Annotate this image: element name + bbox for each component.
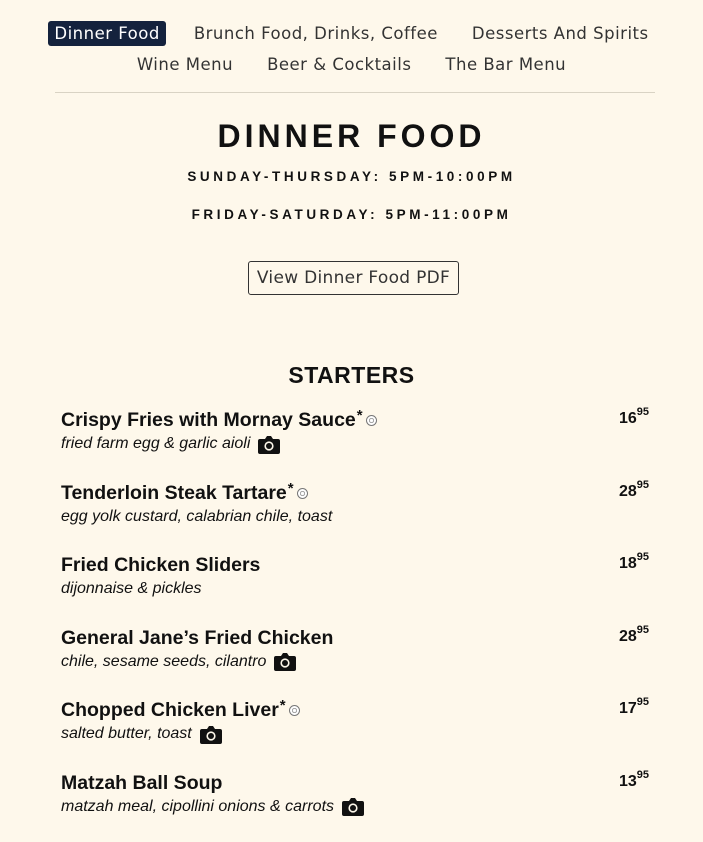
item-star: *: [280, 697, 286, 715]
camera-icon[interactable]: [200, 725, 222, 744]
item-name-row: [61, 552, 260, 578]
price-dollars: 28: [619, 483, 637, 500]
item-price: [619, 409, 649, 429]
camera-icon[interactable]: [274, 652, 296, 671]
menu-item: [61, 625, 651, 698]
item-name: Crispy Fries with Mornay Sauce: [61, 407, 356, 433]
item-description-row: [61, 723, 651, 745]
item-description-row: [61, 578, 651, 600]
view-pdf-button[interactable]: View Dinner Food PDF: [248, 261, 459, 295]
item-description: dijonnaise & pickles: [61, 578, 202, 600]
tab-brunch-food-drinks-coffee[interactable]: Brunch Food, Drinks, Coffee: [188, 21, 444, 46]
hours-weekday: SUNDAY-THURSDAY: 5PM-10:00PM: [0, 169, 703, 184]
item-name: Chopped Chicken Liver: [61, 697, 279, 723]
menu-tabs-row-2: [0, 49, 703, 80]
tab-wine-menu[interactable]: Wine Menu: [131, 52, 239, 77]
menu-item: [61, 770, 651, 842]
item-name-row: [61, 407, 377, 433]
tab-beer-and-cocktails[interactable]: Beer & Cocktails: [261, 52, 417, 77]
starters-list: [61, 407, 651, 842]
item-name-row: [61, 770, 222, 796]
price-dollars: 18: [619, 555, 637, 572]
menu-item: [61, 552, 651, 625]
menu-tabs-row-1: [0, 18, 703, 49]
item-name: General Jane’s Fried Chicken: [61, 625, 333, 651]
menu-item: [61, 407, 651, 480]
item-description: fried farm egg & garlic aioli: [61, 433, 250, 455]
price-cents: 95: [637, 551, 649, 563]
price-cents: 95: [637, 479, 649, 491]
price-dollars: 13: [619, 773, 637, 790]
item-description: egg yolk custard, calabrian chile, toast: [61, 506, 332, 528]
item-star: *: [357, 407, 363, 425]
item-name: Fried Chicken Sliders: [61, 552, 260, 578]
item-description-row: [61, 433, 651, 455]
price-cents: 95: [637, 696, 649, 708]
gluten-free-icon: [297, 488, 308, 499]
item-price: [619, 554, 649, 574]
hours-weekend: FRIDAY-SATURDAY: 5PM-11:00PM: [0, 207, 703, 222]
item-price: [619, 627, 649, 647]
item-price: [619, 772, 649, 792]
price-dollars: 17: [619, 700, 637, 717]
menu-tabs: [0, 18, 703, 80]
item-name-row: [61, 625, 333, 651]
item-name: Tenderloin Steak Tartare: [61, 480, 287, 506]
page-title: DINNER FOOD: [0, 118, 703, 155]
item-description: matzah meal, cipollini onions & carrots: [61, 796, 334, 818]
price-dollars: 28: [619, 628, 637, 645]
item-description-row: [61, 796, 651, 818]
item-name-row: [61, 697, 300, 723]
item-name: Matzah Ball Soup: [61, 770, 222, 796]
item-name-row: [61, 480, 308, 506]
price-cents: 95: [637, 406, 649, 418]
item-description-row: [61, 506, 651, 528]
tab-the-bar-menu[interactable]: The Bar Menu: [439, 52, 572, 77]
item-description: salted butter, toast: [61, 723, 192, 745]
gluten-free-icon: [366, 415, 377, 426]
menu-item: [61, 697, 651, 770]
tab-desserts-and-spirits[interactable]: Desserts And Spirits: [466, 21, 655, 46]
item-price: [619, 482, 649, 502]
menu-item: [61, 480, 651, 553]
price-dollars: 16: [619, 410, 637, 427]
price-cents: 95: [637, 769, 649, 781]
camera-icon[interactable]: [258, 435, 280, 454]
header-divider: [55, 92, 655, 93]
item-description-row: [61, 651, 651, 673]
camera-icon[interactable]: [342, 797, 364, 816]
item-price: [619, 699, 649, 719]
price-cents: 95: [637, 624, 649, 636]
gluten-free-icon: [289, 705, 300, 716]
item-star: *: [288, 480, 294, 498]
item-description: chile, sesame seeds, cilantro: [61, 651, 266, 673]
section-title: STARTERS: [0, 362, 703, 389]
tab-dinner-food[interactable]: Dinner Food: [48, 21, 165, 46]
